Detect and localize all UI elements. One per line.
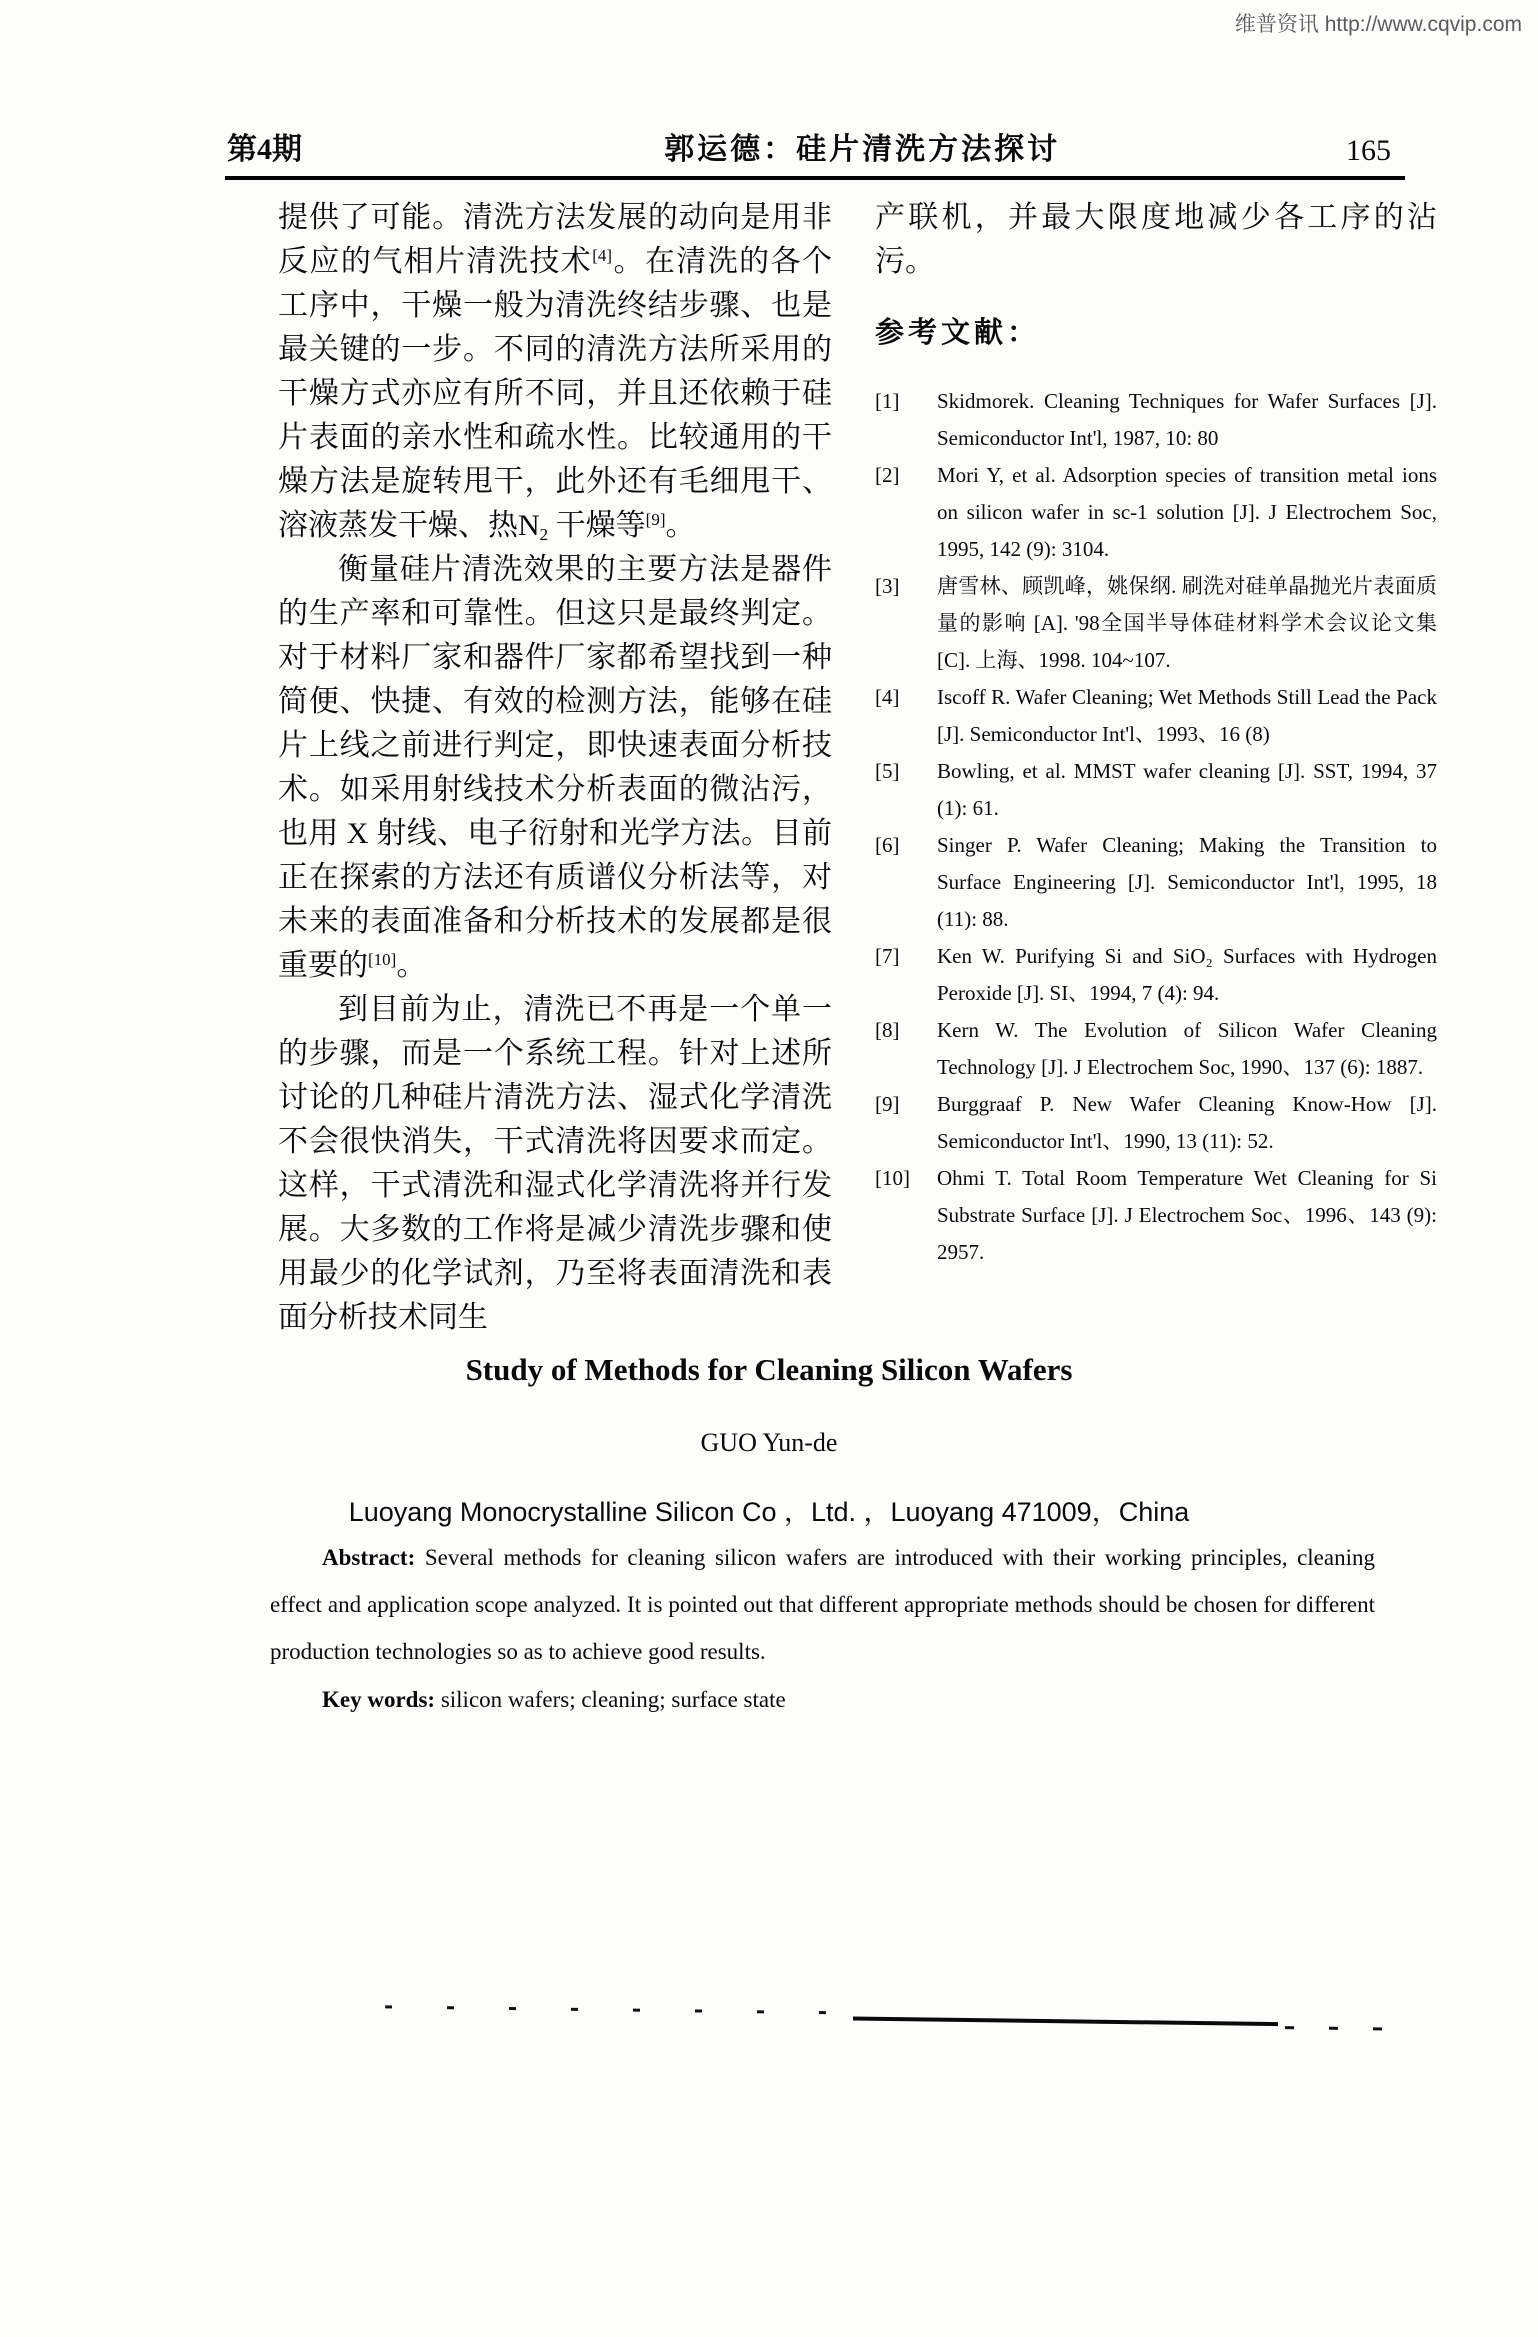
reference-item [875,753,1437,827]
text-run: 提供了可能。清洗方法发展的动向是用非反应的气相片清洗技术 [278,201,832,278]
reference-number: [8] [875,1018,900,1042]
reference-number: [9] [875,1092,900,1116]
lead-paragraph: 产联机，并最大限度地减少各工序的沾污。 [875,201,1437,278]
body-paragraph [278,196,832,548]
reference-number: [7] [875,944,900,968]
text-run: 到目前为止，清洗已不再是一个单一的步骤，而是一个系统工程。针对上述所讨论的几种硅片清洗方法、湿式化学清洗不会很快消失，干式清洗将因要求而定。这样，干式清洗和湿式化学清洗将并行发展。大多数的工作将是减少清洗步骤和使用最少的化学试剂，乃至将表面清洗和表面分析技术同生 [278,993,832,1334]
abstract-paragraph [270,1534,1375,1675]
reference-text: Ohmi T. Total Room Temperature Wet Cleaning for Si Substrate Surface [J]. J Electrochem Soc、1996、143 (9): 2957. [937,1166,1437,1264]
scan-artifact-dots [1285,2026,1395,2030]
english-affiliation: Luoyang Monocrystalline Silicon Co ，Ltd. ，Luoyang 471009，China [348,1497,1190,1527]
left-column-paragraphs [278,196,832,1340]
reference-text: Kern W. The Evolution of Silicon Wafer Cleaning Technology [J]. J Electrochem Soc, 1990、137 (6): 1887. [937,1018,1437,1079]
references-heading: 参考文献： [875,317,1041,349]
site-watermark: 维普资讯 http://www.cqvip.com [1234,13,1522,36]
scan-artifact-solid [853,2017,1278,2027]
reference-number: [10] [875,1166,910,1190]
reference-number: [5] [875,759,900,783]
reference-list [875,383,1437,1271]
page-header [225,128,1405,180]
reference-item [875,457,1437,568]
keywords-line [270,1676,1375,1723]
english-author: GUO Yun-de [700,1428,838,1457]
reference-number: [6] [875,833,900,857]
reference-number: [1] [875,389,900,413]
reference-text: Bowling, et al. MMST wafer cleaning [J]. SST, 1994, 37 (1): 61. [937,759,1437,820]
citation-superscript: [10] [368,950,397,969]
page-number: 165 [1346,134,1391,167]
reference-item [875,568,1437,679]
text-run: 衡量硅片清洗效果的主要方法是器件的生产率和可靠性。但这只是最终判定。对于材料厂家和器件厂家都希望找到一种简便、快捷、有效的检测方法，能够在硅片上线之前进行判定，即快速表面分析技术。如采用射线技术分析表面的微沾污，也用 X 射线、电子衍射和光学方法。目前正在探索的方法还有质谱仪分析法等，对未来的表面准备和分析技术的发展都是很重要的 [278,553,832,982]
reference-text: Mori Y, et al. Adsorption species of transition metal ions on silicon wafer in sc-1 solution [J]. J Electrochem Soc, 1995, 142 (9): 3104. [937,463,1437,561]
citation-superscript: [4] [592,246,613,265]
body-paragraph [278,988,832,1340]
chemical-subscript: 2 [539,525,549,544]
issue-label: 第4期 [227,133,302,166]
text-run: 。 [665,509,696,542]
scan-artifact-dots [385,2005,855,2014]
reference-text: 唐雪林、顾凯峰，姚保纲. 刷洗对硅单晶抛光片表面质量的影响 [A]. '98全国半导体硅材料学术会议论文集 [C]. 上海、1998. 104~107. [937,574,1437,672]
reference-number: [4] [875,685,900,709]
reference-item [875,938,1437,1012]
reference-item [875,383,1437,457]
keywords-label: Key words: [322,1687,436,1712]
reference-text: Singer P. Wafer Cleaning; Making the Transition to Surface Engineering [J]. Semiconductor Int'l, 1995, 18 (11): 88. [937,833,1437,931]
reference-text: Iscoff R. Wafer Cleaning; Wet Methods Still Lead the Pack [J]. Semiconductor Int'l、1993、16 (8) [937,685,1437,746]
reference-item [875,679,1437,753]
reference-item [875,827,1437,938]
text-run: 。 [396,949,427,982]
running-title: 郭运德：硅片清洗方法探讨 [664,133,1061,166]
body-paragraph [278,548,832,988]
right-column [875,196,1437,1271]
citation-superscript: [9] [645,510,666,529]
reference-text: Skidmorek. Cleaning Techniques for Wafer Surfaces [J]. Semiconductor Int'l, 1987, 10: 80 [937,389,1437,450]
english-title: Study of Methods for Cleaning Silicon Wafers [465,1352,1073,1387]
reference-item [875,1160,1437,1271]
reference-number: [2] [875,463,900,487]
reference-item [875,1012,1437,1086]
scan-artifact-line [385,1999,1395,2040]
reference-text: Ken W. Purifying Si and SiO₂ Surfaces with Hydrogen Peroxide [J]. SI、1994, 7 (4): 94. [937,944,1437,1005]
abstract-label: Abstract: [322,1545,416,1570]
reference-number: [3] [875,574,900,598]
text-run: 。在清洗的各个工序中，干燥一般为清洗终结步骤、也是最关键的一步。不同的清洗方法所采用的干燥方式亦应有所不同，并且还依赖于硅片表面的亲水性和疏水性。比较通用的干燥方法是旋转甩干，此外还有毛细甩干、溶液蒸发干燥、热N [278,245,832,542]
reference-text: Burggraaf P. New Wafer Cleaning Know-How [J]. Semiconductor Int'l、1990, 13 (11): 52. [937,1092,1437,1153]
keywords-text: silicon wafers; cleaning; surface state [435,1687,786,1712]
reference-item [875,1086,1437,1160]
text-run: 干燥等 [548,509,646,542]
abstract-text: Several methods for cleaning silicon wafers are introduced with their working principles, cleaning effect and application scope analyzed. It is pointed out that different appropriate methods should be chosen for different production technologies so as to achieve good results. [270,1545,1375,1664]
